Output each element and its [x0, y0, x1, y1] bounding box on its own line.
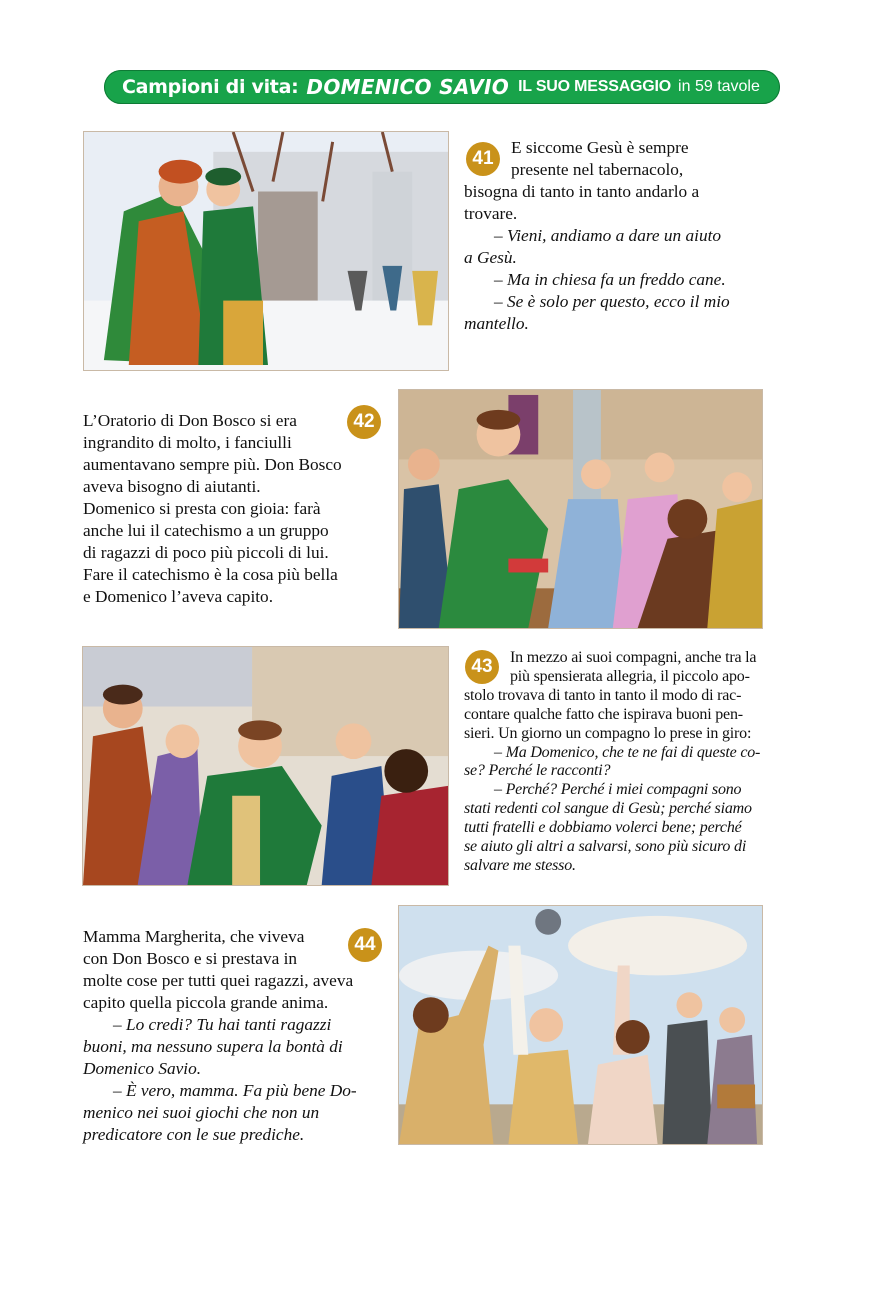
dialogue-line: menico nei suoi giochi che non un [83, 1103, 320, 1122]
dialogue-line: – Ma in chiesa fa un freddo cane. [494, 270, 726, 289]
dialogue-line: – È vero, mamma. Fa più bene Do- [113, 1081, 357, 1100]
illustration-42 [398, 389, 763, 629]
illustration-41 [83, 131, 449, 371]
dialogue-line: mantello. [464, 314, 529, 333]
illustration-43 [82, 646, 449, 886]
text-line: aumentavano sempre più. Don Bosco [83, 455, 342, 474]
dialogue-line: – Ma Domenico, che te ne fai di queste co- [494, 743, 761, 761]
text-line: anche lui il catechismo a un gruppo [83, 521, 329, 540]
text-panel-41 [464, 137, 774, 335]
text-line: sieri. Un giorno un compagno lo prese in giro: [464, 724, 752, 742]
text-line: Domenico si presta con gioia: farà [83, 499, 321, 518]
dialogue-line: – Perché? Perché i miei compagni sono [494, 781, 742, 799]
subtitle: IL SUO MESSAGGIO [518, 78, 672, 95]
dialogue-line: salvare me stesso. [464, 856, 576, 874]
dialogue-line: – Vieni, andiamo a dare un aiuto [494, 226, 722, 245]
plate-count: in 59 tavole [678, 78, 760, 95]
panel-number-43: 43 [465, 650, 499, 684]
text-line: E siccome Gesù è sempre [511, 138, 689, 157]
panel-number-42: 42 [347, 405, 381, 439]
text-line: con Don Bosco e si prestava in [83, 949, 298, 968]
text-line: In mezzo ai suoi compagni, anche tra la [510, 649, 757, 666]
text-line: contare qualche fatto che ispirava buoni pen- [464, 705, 743, 723]
subject-name: DOMENICO SAVIO [306, 75, 510, 99]
text-line: trovare. [464, 204, 518, 223]
text-panel-43 [464, 649, 804, 876]
text-line: Fare il catechismo è la cosa più bella [83, 565, 338, 584]
text-panel-44 [83, 926, 385, 1146]
dialogue-line: stati redenti col sangue di Gesù; perché siamo [464, 800, 752, 818]
text-line: L’Oratorio di Don Bosco si era [83, 411, 297, 430]
text-panel-42 [83, 410, 383, 608]
text-line: stolo trovava di tanto in tanto il modo di rac- [464, 686, 742, 704]
text-line: aveva bisogno di aiutanti. [83, 477, 261, 496]
dialogue-line: – Lo credi? Tu hai tanti ragazzi [113, 1015, 332, 1034]
illustration-44 [398, 905, 763, 1145]
panel-number-41: 41 [466, 142, 500, 176]
text-line: molte cose per tutti quei ragazzi, aveva [83, 971, 354, 990]
dialogue-line: Domenico Savio. [83, 1059, 202, 1078]
text-line: di ragazzi di poco più piccoli di lui. [83, 543, 329, 562]
text-line: Mamma Margherita, che viveva [83, 927, 305, 946]
text-line: ingrandito di molto, i fanciulli [83, 433, 292, 452]
panel-number-44: 44 [348, 928, 382, 962]
dialogue-line: se? Perché le racconti? [464, 762, 611, 780]
dialogue-line: se aiuto gli altri a salvarsi, sono più sicuro di [464, 838, 747, 856]
text-line: capito quella piccola grande anima. [83, 993, 329, 1012]
dialogue-line: tutti fratelli e dobbiamo volerci bene; perché [464, 819, 742, 837]
text-line: e Domenico l’aveva capito. [83, 587, 274, 606]
title-banner [104, 70, 780, 104]
dialogue-line: a Gesù. [464, 248, 517, 267]
dialogue-line: predicatore con le sue prediche. [83, 1125, 305, 1144]
text-line: più spensierata allegria, il piccolo apo- [510, 667, 750, 685]
dialogue-line: – Se è solo per questo, ecco il mio [494, 292, 730, 311]
text-line: bisogna di tanto in tanto andarlo a [464, 182, 700, 201]
dialogue-line: buoni, ma nessuno supera la bontà di [83, 1037, 343, 1056]
text-line: presente nel tabernacolo, [511, 160, 684, 179]
series-title: Campioni di vita: [122, 76, 299, 98]
